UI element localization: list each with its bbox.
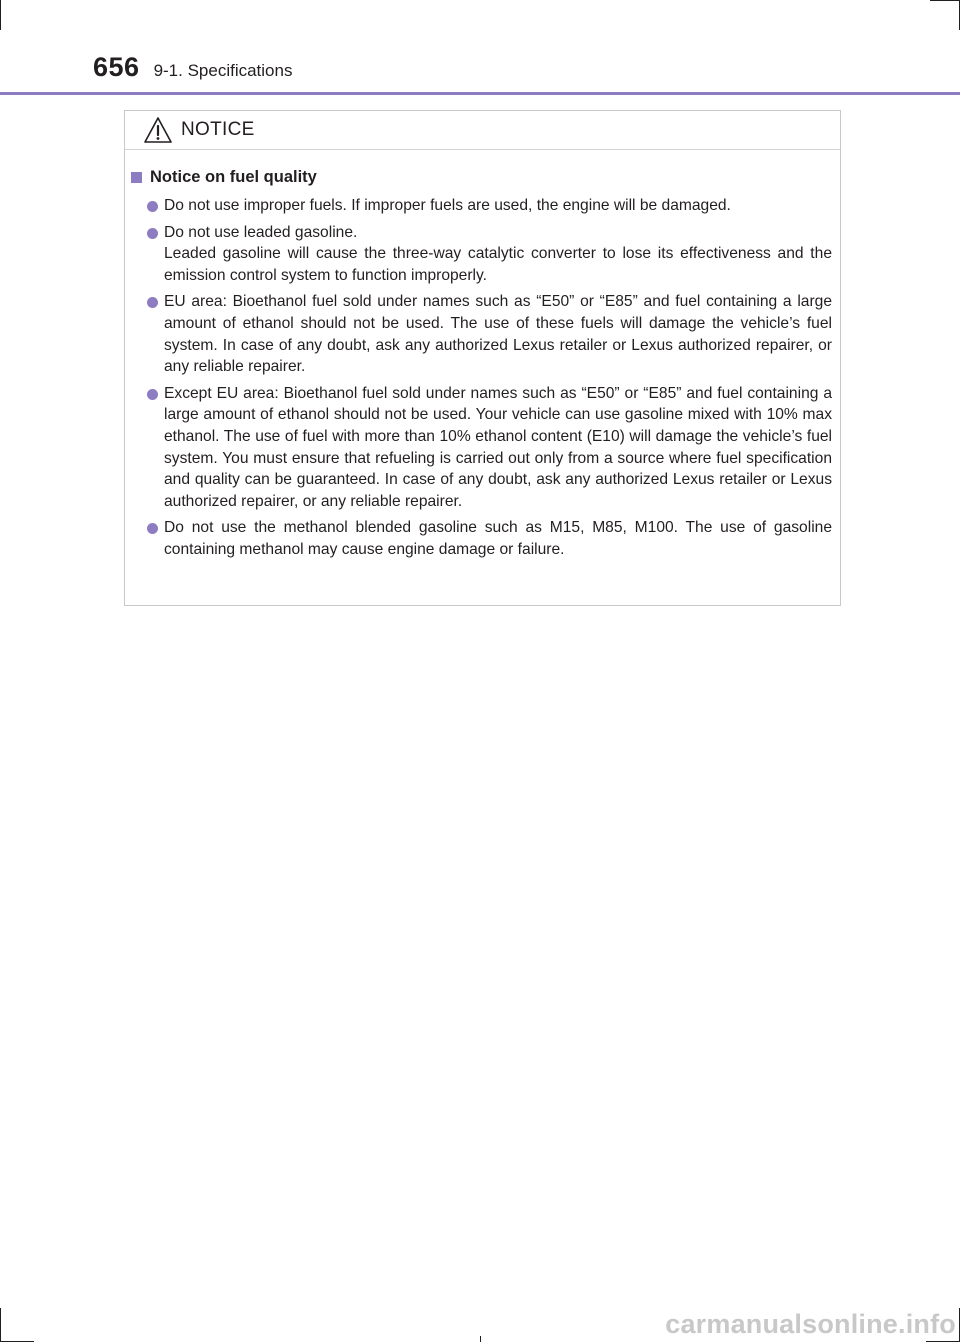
notice-box [124,110,841,606]
bullet-line: Leaded gasoline will cause the three-way catalytic converter to lose its effectiveness and the emission control system to function improperly. [164,245,832,284]
list-item [147,383,832,513]
list-item [147,195,832,217]
notice-subheading [131,168,832,187]
round-bullet-icon [147,389,158,400]
round-bullet-icon [147,201,158,212]
warning-triangle-icon [143,116,173,144]
crop-mark [0,1308,1,1342]
crop-mark [480,1336,481,1342]
notice-bullet-list [131,195,832,561]
bullet-text [164,291,832,377]
bullet-text [164,222,832,287]
page-header [93,52,292,92]
page-number: 656 [93,52,140,82]
notice-label: NOTICE [181,119,255,140]
notice-header [125,111,840,150]
subheading-text: Notice on fuel quality [150,168,317,186]
bullet-line: EU area: Bioethanol fuel sold under names such as “E50” or “E85” and fuel containing a large amount of ethanol should not be used. The use of these fuels will damage the vehicle’s fuel system. In case of any doubt, ask any authorized Lexus retailer or Lexus authorized repairer, or any reliable repairer. [164,293,832,376]
list-item [147,291,832,377]
bullet-text [164,383,832,513]
round-bullet-icon [147,297,158,308]
bullet-line: Except EU area: Bioethanol fuel sold under names such as “E50” or “E85” and fuel containing a large amount of ethanol should not be used. Your vehicle can use gasoline mixed with 10% max ethanol. The use of fuel with more than 10% ethanol content (E10) will damage the vehicle’s fuel system. You must ensure that refueling is carried out only from a source where fuel specification and quality can be guaranteed. In case of any doubt, ask any authorized Lexus retailer or Lexus authorized repairer, or any reliable repairer. [164,384,832,510]
section-title: 9-1. Specifications [153,61,293,80]
crop-mark [0,0,1,30]
notice-body [125,150,840,561]
header-divider [0,92,960,95]
bullet-line: Do not use improper fuels. If improper fuels are used, the engine will be damaged. [164,197,731,214]
bullet-text [164,195,832,217]
crop-mark [930,0,960,1]
bullet-line: Do not use leaded gasoline. [164,223,358,241]
square-bullet-icon [131,172,142,183]
round-bullet-icon [147,523,158,534]
list-item [147,517,832,560]
bullet-line: Do not use the methanol blended gasoline such as M15, M85, M100. The use of gasoline containing methanol may cause engine damage or failure. [164,519,832,558]
bullet-text [164,517,832,560]
list-item [147,222,832,287]
round-bullet-icon [147,228,158,239]
watermark: carmanualsonline.info [665,1309,956,1339]
